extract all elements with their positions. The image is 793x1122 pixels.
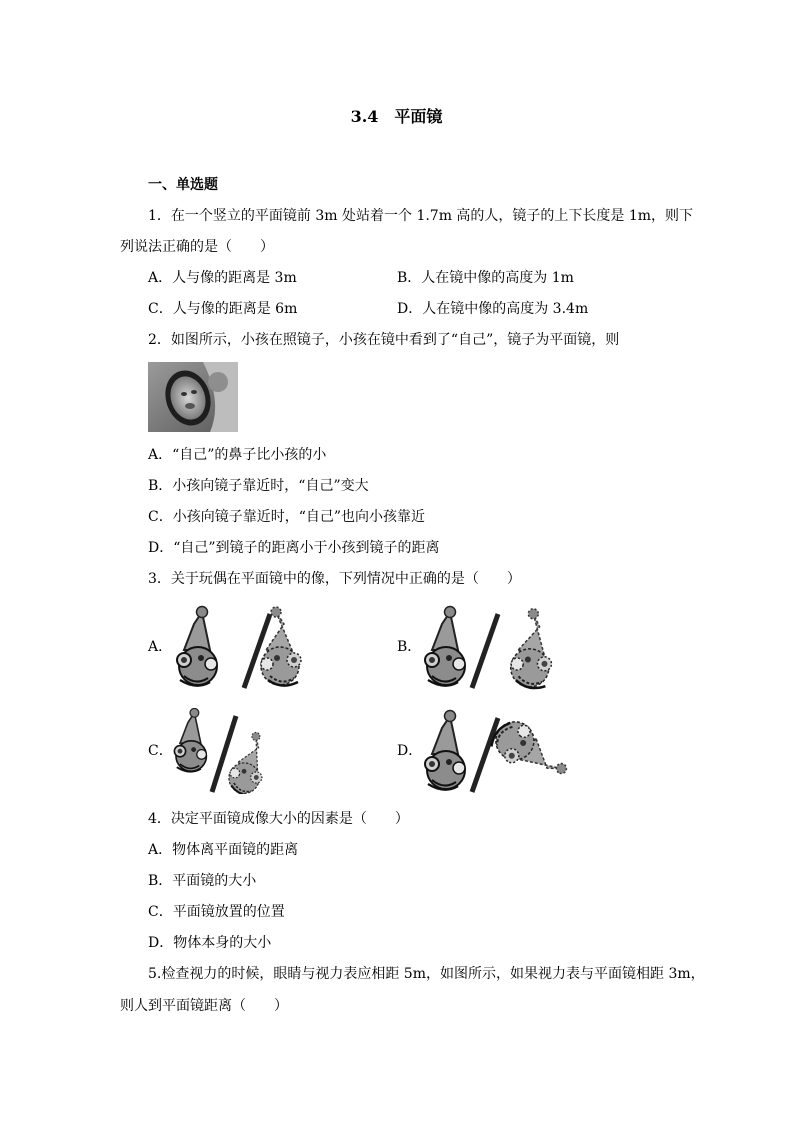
question-3-option-b: B． xyxy=(397,639,422,655)
question-1-line-2: 列说法正确的是（ ） xyxy=(120,239,274,255)
question-2-option-b: B．小孩向镜子靠近时，“自己”变大 xyxy=(148,478,369,494)
child-mirror-photo xyxy=(148,362,238,432)
question-3-option-c: C． xyxy=(148,743,173,759)
section-heading: 一、单选题 xyxy=(148,177,218,193)
doll-figure-d xyxy=(420,706,580,794)
question-4-line-1: 4．决定平面镜成像大小的因素是（ ） xyxy=(148,811,409,827)
question-2-option-a: A．“自己”的鼻子比小孩的小 xyxy=(148,447,327,463)
doll-figure-b xyxy=(420,604,570,690)
page-title: 3.4 平面镜 xyxy=(350,107,443,126)
doll-figure-c xyxy=(168,708,288,794)
question-1-option-d: D．人在镜中像的高度为 3.4m xyxy=(397,301,589,317)
question-1-option-a: A．人与像的距离是 3m xyxy=(148,270,297,286)
question-1-line-1: 1．在一个竖立的平面镜前 3m 处站着一个 1.7m 高的人，镜子的上下长度是 1m，则下 xyxy=(148,208,694,224)
question-2-option-d: D．“自己”到镜子的距离小于小孩到镜子的距离 xyxy=(148,540,440,556)
question-1-option-b: B．人在镜中像的高度为 1m xyxy=(397,270,574,286)
question-1-option-c: C．人与像的距离是 6m xyxy=(148,301,298,317)
question-3-line-1: 3．关于玩偶在平面镜中的像，下列情况中正确的是（ ） xyxy=(148,571,521,587)
question-5-line-1: 5.检查视力的时候，眼睛与视力表应相距 5m，如图所示，如果视力表与平面镜相距 3m， xyxy=(148,966,705,982)
question-2-line-1: 2．如图所示，小孩在照镜子，小孩在镜中看到了“自己”，镜子为平面镜，则 xyxy=(148,332,620,348)
question-4-option-b: B．平面镜的大小 xyxy=(148,873,257,889)
question-5-line-2: 则人到平面镜距离（ ） xyxy=(120,998,288,1014)
question-4-option-a: A．物体离平面镜的距离 xyxy=(148,842,299,858)
question-3-option-d: D． xyxy=(397,743,423,759)
question-3-option-a: A． xyxy=(148,639,173,655)
doll-figure-a xyxy=(172,604,322,690)
question-2-option-c: C．小孩向镜子靠近时，“自己”也向小孩靠近 xyxy=(148,509,426,525)
question-4-option-c: C．平面镜放置的位置 xyxy=(148,904,285,920)
question-4-option-d: D．物体本身的大小 xyxy=(148,935,272,951)
